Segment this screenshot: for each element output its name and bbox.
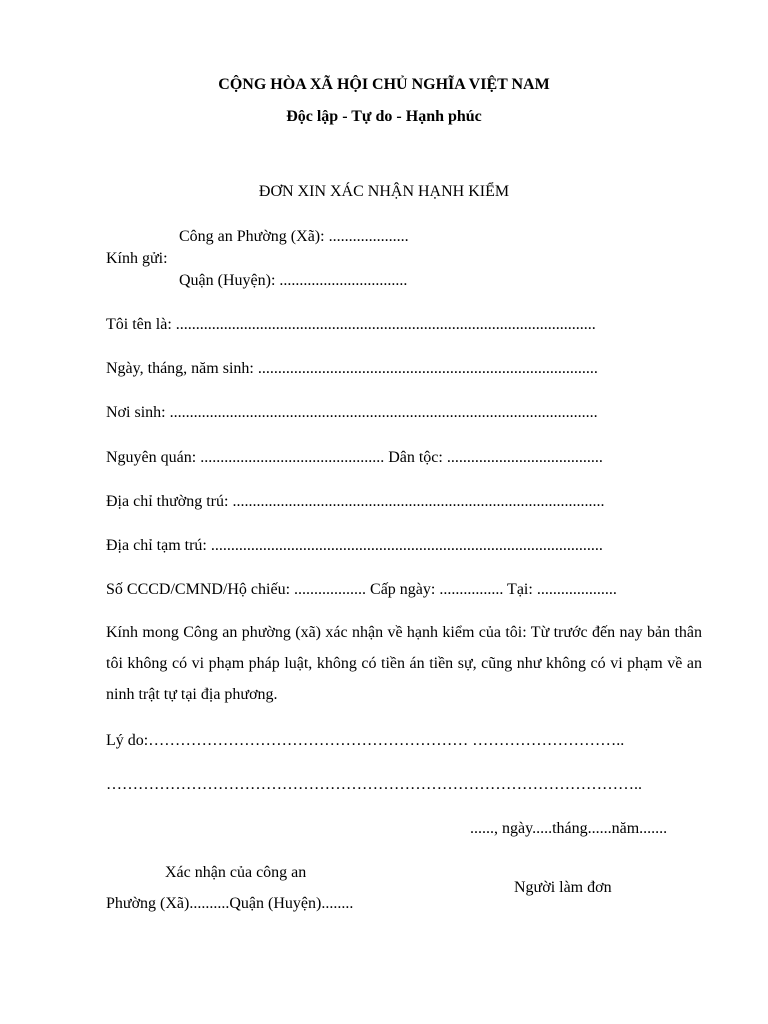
field-dob: Ngày, tháng, năm sinh: ..................................................................................... [106,360,598,377]
field-permanent-address: Địa chỉ thường trú: ............................................................................................. [106,493,605,510]
reason-line-2: ……………………………………………………………………………………….. [106,776,642,793]
field-birthplace: Nơi sinh: ........................................................................................................... [106,404,598,421]
reason-line-1: Lý do:…………………………………………………… ……………………….. [106,732,625,749]
document-title: ĐƠN XIN XÁC NHẬN HẠNH KIỂM [258,183,510,200]
field-temporary-address: Địa chỉ tạm trú: .................................................................................................. [106,537,603,554]
police-confirmation-label: Xác nhận của công an [165,864,307,881]
date-line: ......, ngày.....tháng......năm....... [470,820,668,837]
request-paragraph: Kính mong Công an phường (xã) xác nhận về hạnh kiểm của tôi: Từ trước đến nay bản thân tôi không có vi phạm pháp luật, không có tiền án tiền sự, cũng như không có vi phạm về an ninh trật tự tại địa phương. [106,624,702,703]
field-hometown-ethnicity: Nguyên quán: .............................................. Dân tộc: ....................................... [106,449,603,466]
national-title: CỘNG HÒA XÃ HỘI CHỦ NGHĨA VIỆT NAM [218,76,550,93]
field-id-info: Số CCCD/CMND/Hộ chiếu: .................. Cấp ngày: ................ Tại: .................... [106,581,617,598]
motto: Độc lập - Tự do - Hạnh phúc [286,108,482,125]
police-ward-district-label: Phường (Xã)..........Quận (Huyện)........ [106,895,354,912]
applicant-signature-label: Người làm đơn [514,879,612,896]
field-name: Tôi tên là: ......................................................................................................... [106,316,596,333]
recipient-label: Kính gửi: [106,250,168,267]
recipient-police-ward: Công an Phường (Xã): .................... [179,228,409,245]
recipient-district: Quận (Huyện): ................................ [179,272,408,289]
